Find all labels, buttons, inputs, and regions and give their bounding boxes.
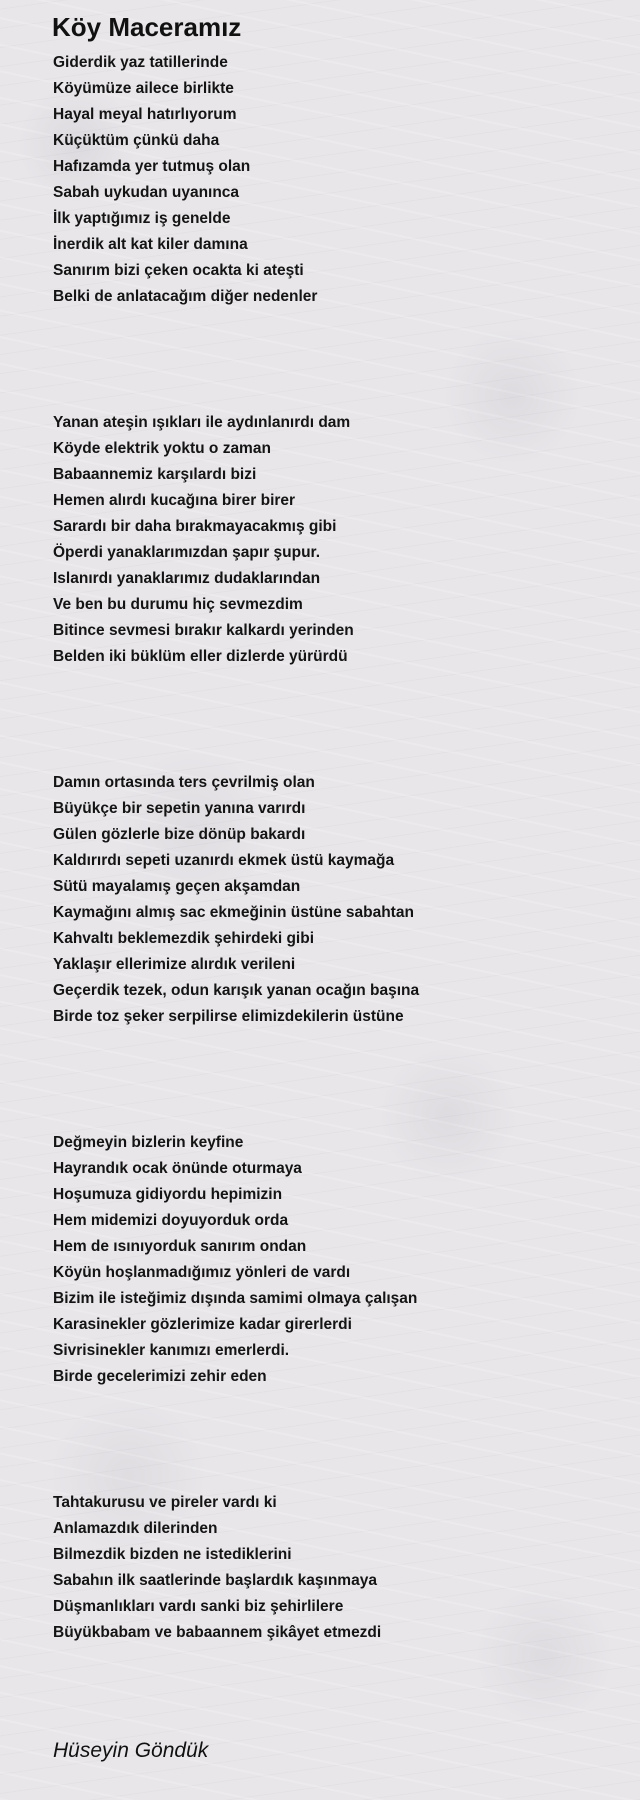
poem-line: Karasinekler gözlerimize kadar girerlerdi <box>53 1316 352 1333</box>
poem-line: Bitince sevmesi bırakır kalkardı yerinden <box>53 622 354 639</box>
poem-line: Belden iki büklüm eller dizlerde yürürdü <box>53 648 348 665</box>
poem-line: Anlamazdık dilerinden <box>53 1520 218 1537</box>
poem-line: Kaymağını almış sac ekmeğinin üstüne sabahtan <box>53 904 414 921</box>
poem-line: Düşmanlıkları vardı sanki biz şehirlilere <box>53 1598 344 1615</box>
poem-line: Bizim ile isteğimiz dışında samimi olmaya çalışan <box>53 1290 418 1307</box>
poem-line: Bilmezdik bizden ne istediklerini <box>53 1546 292 1563</box>
stanza-5 <box>53 1490 381 1646</box>
poem-line: Yaklaşır ellerimize alırdık verileni <box>53 956 296 973</box>
poem-line: Hem midemizi doyuyorduk orda <box>53 1212 289 1229</box>
poem-line: Hayal meyal hatırlıyorum <box>53 106 237 123</box>
stanza-4 <box>53 1130 417 1390</box>
poem-line: Babaannemiz karşılardı bizi <box>53 466 257 483</box>
poem-line: Büyükçe bir sepetin yanına varırdı <box>53 800 306 817</box>
poem-line: Hayrandık ocak önünde oturmaya <box>53 1160 302 1177</box>
poem-line: Köyümüze ailece birlikte <box>53 80 234 97</box>
poem-author: Hüseyin Göndük <box>53 1739 209 1762</box>
poem-line: İnerdik alt kat kiler damına <box>53 236 248 253</box>
poem-line: Yanan ateşin ışıkları ile aydınlanırdı dam <box>53 414 351 431</box>
poem-line: Kaldırırdı sepeti uzanırdı ekmek üstü kaymağa <box>53 852 395 869</box>
poem-line: Sabahın ilk saatlerinde başlardık kaşınmaya <box>53 1572 377 1589</box>
poem-line: Öperdi yanaklarımızdan şapır şupur. <box>53 544 321 561</box>
poem-line: Belki de anlatacağım diğer nedenler <box>53 288 318 305</box>
poem-line: Değmeyin bizlerin keyfine <box>53 1134 244 1151</box>
poem-line: Hoşumuza gidiyordu hepimizin <box>53 1186 283 1203</box>
poem-line: Damın ortasında ters çevrilmiş olan <box>53 774 315 791</box>
poem-line: Giderdik yaz tatillerinde <box>53 54 228 71</box>
poem-line: Hafızamda yer tutmuş olan <box>53 158 251 175</box>
stanza-3 <box>53 770 419 1030</box>
poem-line: Birde toz şeker serpilirse elimizdekilerin üstüne <box>53 1008 404 1025</box>
poem-line: Sanırım bizi çeken ocakta ki ateşti <box>53 262 304 279</box>
poem-line: Geçerdik tezek, odun karışık yanan ocağın başına <box>53 982 420 999</box>
poem-line: Sivrisinekler kanımızı emerlerdi. <box>53 1342 290 1359</box>
poem-line: Islanırdı yanaklarımız dudaklarından <box>53 570 321 587</box>
poem-line: Sarardı bir daha bırakmayacakmış gibi <box>53 518 337 535</box>
poem-line: Hemen alırdı kucağına birer birer <box>53 492 296 509</box>
poem-line: Köyün hoşlanmadığımız yönleri de vardı <box>53 1264 351 1281</box>
poem-line: Köyde elektrik yoktu o zaman <box>53 440 271 457</box>
poem-line: Sütü mayalamış geçen akşamdan <box>53 878 301 895</box>
stanza-1 <box>53 50 317 310</box>
poem-line: Gülen gözlerle bize dönüp bakardı <box>53 826 306 843</box>
poem-line: İlk yaptığımız iş genelde <box>53 210 231 227</box>
poem-line: Hem de ısınıyorduk sanırım ondan <box>53 1238 307 1255</box>
poem-line: Tahtakurusu ve pireler vardı ki <box>53 1494 277 1511</box>
poem-line: Küçüktüm çünkü daha <box>53 132 220 149</box>
poem-line: Büyükbabam ve babaannem şikâyet etmezdi <box>53 1624 382 1641</box>
poem-line: Ve ben bu durumu hiç sevmezdim <box>53 596 303 613</box>
poem-line: Sabah uykudan uyanınca <box>53 184 240 201</box>
poem-line: Birde gecelerimizi zehir eden <box>53 1368 267 1385</box>
poem-title: Köy Maceramız <box>52 12 242 42</box>
stanza-2 <box>53 410 354 670</box>
poem-line: Kahvaltı beklemezdik şehirdeki gibi <box>53 930 315 947</box>
